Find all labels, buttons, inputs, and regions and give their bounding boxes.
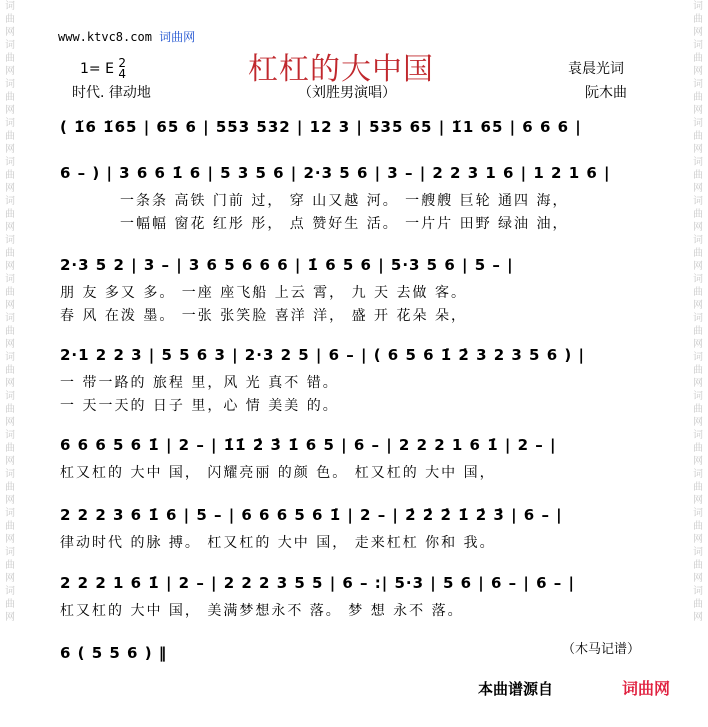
watermark-left: 词曲网词曲网词曲网词曲网词曲网词曲网词曲网词曲网词曲网词曲网词曲网词曲网词曲网词曲网词曲网词曲网 xyxy=(5,1,15,623)
score-row-4-notes: 2·1 2 2 3 | 5 5 6 3 | 2·3 2 5 | 6 – | ( 6 5 6 1̇ 2̇ 3 2 3 5 6 ) | xyxy=(60,346,585,364)
score-row-2-lyric-2: 一幅幅 窗花 红彤 彤， 点 赞好生 活。 一片片 田野 绿油 油， xyxy=(120,216,569,232)
score-row-3-lyric-1: 朋 友 多又 多。 一座 座飞船 上云 霄， 九 天 去做 客。 xyxy=(60,285,467,301)
score-row-2-notes: 6 – ) | 3 6 6 1̇ 6 | 5 3 5 6 | 2·3 5 6 | 3 – | 2 2 3 1 6 | 1 2 1 6 | xyxy=(60,164,611,182)
watermark-right: 词曲网词曲网词曲网词曲网词曲网词曲网词曲网词曲网词曲网词曲网词曲网词曲网词曲网词曲网词曲网词曲网 xyxy=(693,1,703,623)
score-row-6-lyric: 律动时代 的脉 搏。 杠又杠的 大中 国， 走来杠杠 你和 我。 xyxy=(60,535,496,551)
time-bottom: 4 xyxy=(118,67,127,81)
score-row-7-lyric: 杠又杠的 大中 国， 美满梦想永不 落。 梦 想 永不 落。 xyxy=(60,603,464,619)
score-row-4-lyric-2: 一 天一天的 日子 里，心 情 美美 的。 xyxy=(60,398,339,414)
score-row-4-lyric-1: 一 带一路的 旅程 里，风 光 真不 错。 xyxy=(60,375,339,391)
singer: （刘胜男演唱） xyxy=(298,85,396,101)
composer: 阮木曲 xyxy=(585,85,627,101)
key-signature xyxy=(80,58,126,80)
site-name[interactable]: 词曲网 xyxy=(159,30,196,44)
score-row-7-notes: 2 2 2 1 6 1̇ | 2 – | 2 2 2 3 5 5 | 6 – :| 5·3 | 5 6 | 6 – | 6 – | xyxy=(60,574,575,592)
time-signature xyxy=(118,58,126,80)
score-row-5-notes: 6 6 6 5 6 1̇ | 2 – | 1̇1̇ 2̇ 3̇ 1̇ 6 5 | 6 – | 2 2 2 1 6 1̇ | 2 – | xyxy=(60,436,557,454)
score-row-3-lyric-2: 春 风 在泼 墨。 一张 张笑脸 喜洋 洋， 盛 开 花朵 朵， xyxy=(60,308,467,324)
score-row-2-lyric-1: 一条条 高铁 门前 过， 穿 山又越 河。 一艘艘 巨轮 通四 海， xyxy=(120,193,569,209)
transcriber-credit: （木马记谱） xyxy=(562,642,641,657)
score-row-1: ( 1̆6 1̆65 | 65 6 | 553 532 | 12 3 | 535 65 | 1̆1 65 | 6 6 6 | xyxy=(60,118,582,136)
tempo-mark: 时代. 律动地 xyxy=(72,85,151,101)
footer-brand[interactable]: 词曲网 xyxy=(622,679,671,698)
song-title: 杠杠的大中国 xyxy=(248,52,434,87)
score-row-5-lyric: 杠又杠的 大中 国， 闪耀亮丽 的颜 色。 杠又杠的 大中 国， xyxy=(60,465,496,481)
footer-source: 本曲谱源自 xyxy=(478,680,554,698)
score-row-8-notes: 6 ( 5 5 6 ) ‖ xyxy=(60,644,168,662)
lyricist: 袁晨光词 xyxy=(568,61,624,77)
key-label: 1= E xyxy=(80,61,114,77)
score-row-6-notes: 2 2 2 3 6 1̇ 6 | 5 – | 6 6 6 5 6 1̇ | 2 – | 2̇ 2̇ 2̇ 1̇ 2̇ 3̇ | 6 – | xyxy=(60,506,563,524)
time-top: 2 xyxy=(118,56,127,70)
site-url[interactable]: www.ktvc8.com xyxy=(58,30,152,44)
site-url-line[interactable] xyxy=(58,28,195,45)
score-row-3-notes: 2·3 5 2 | 3 – | 3 6 5 6 6 6 | 1̇ 6 5 6 | 5·3 5 6 | 5 – | xyxy=(60,256,514,274)
